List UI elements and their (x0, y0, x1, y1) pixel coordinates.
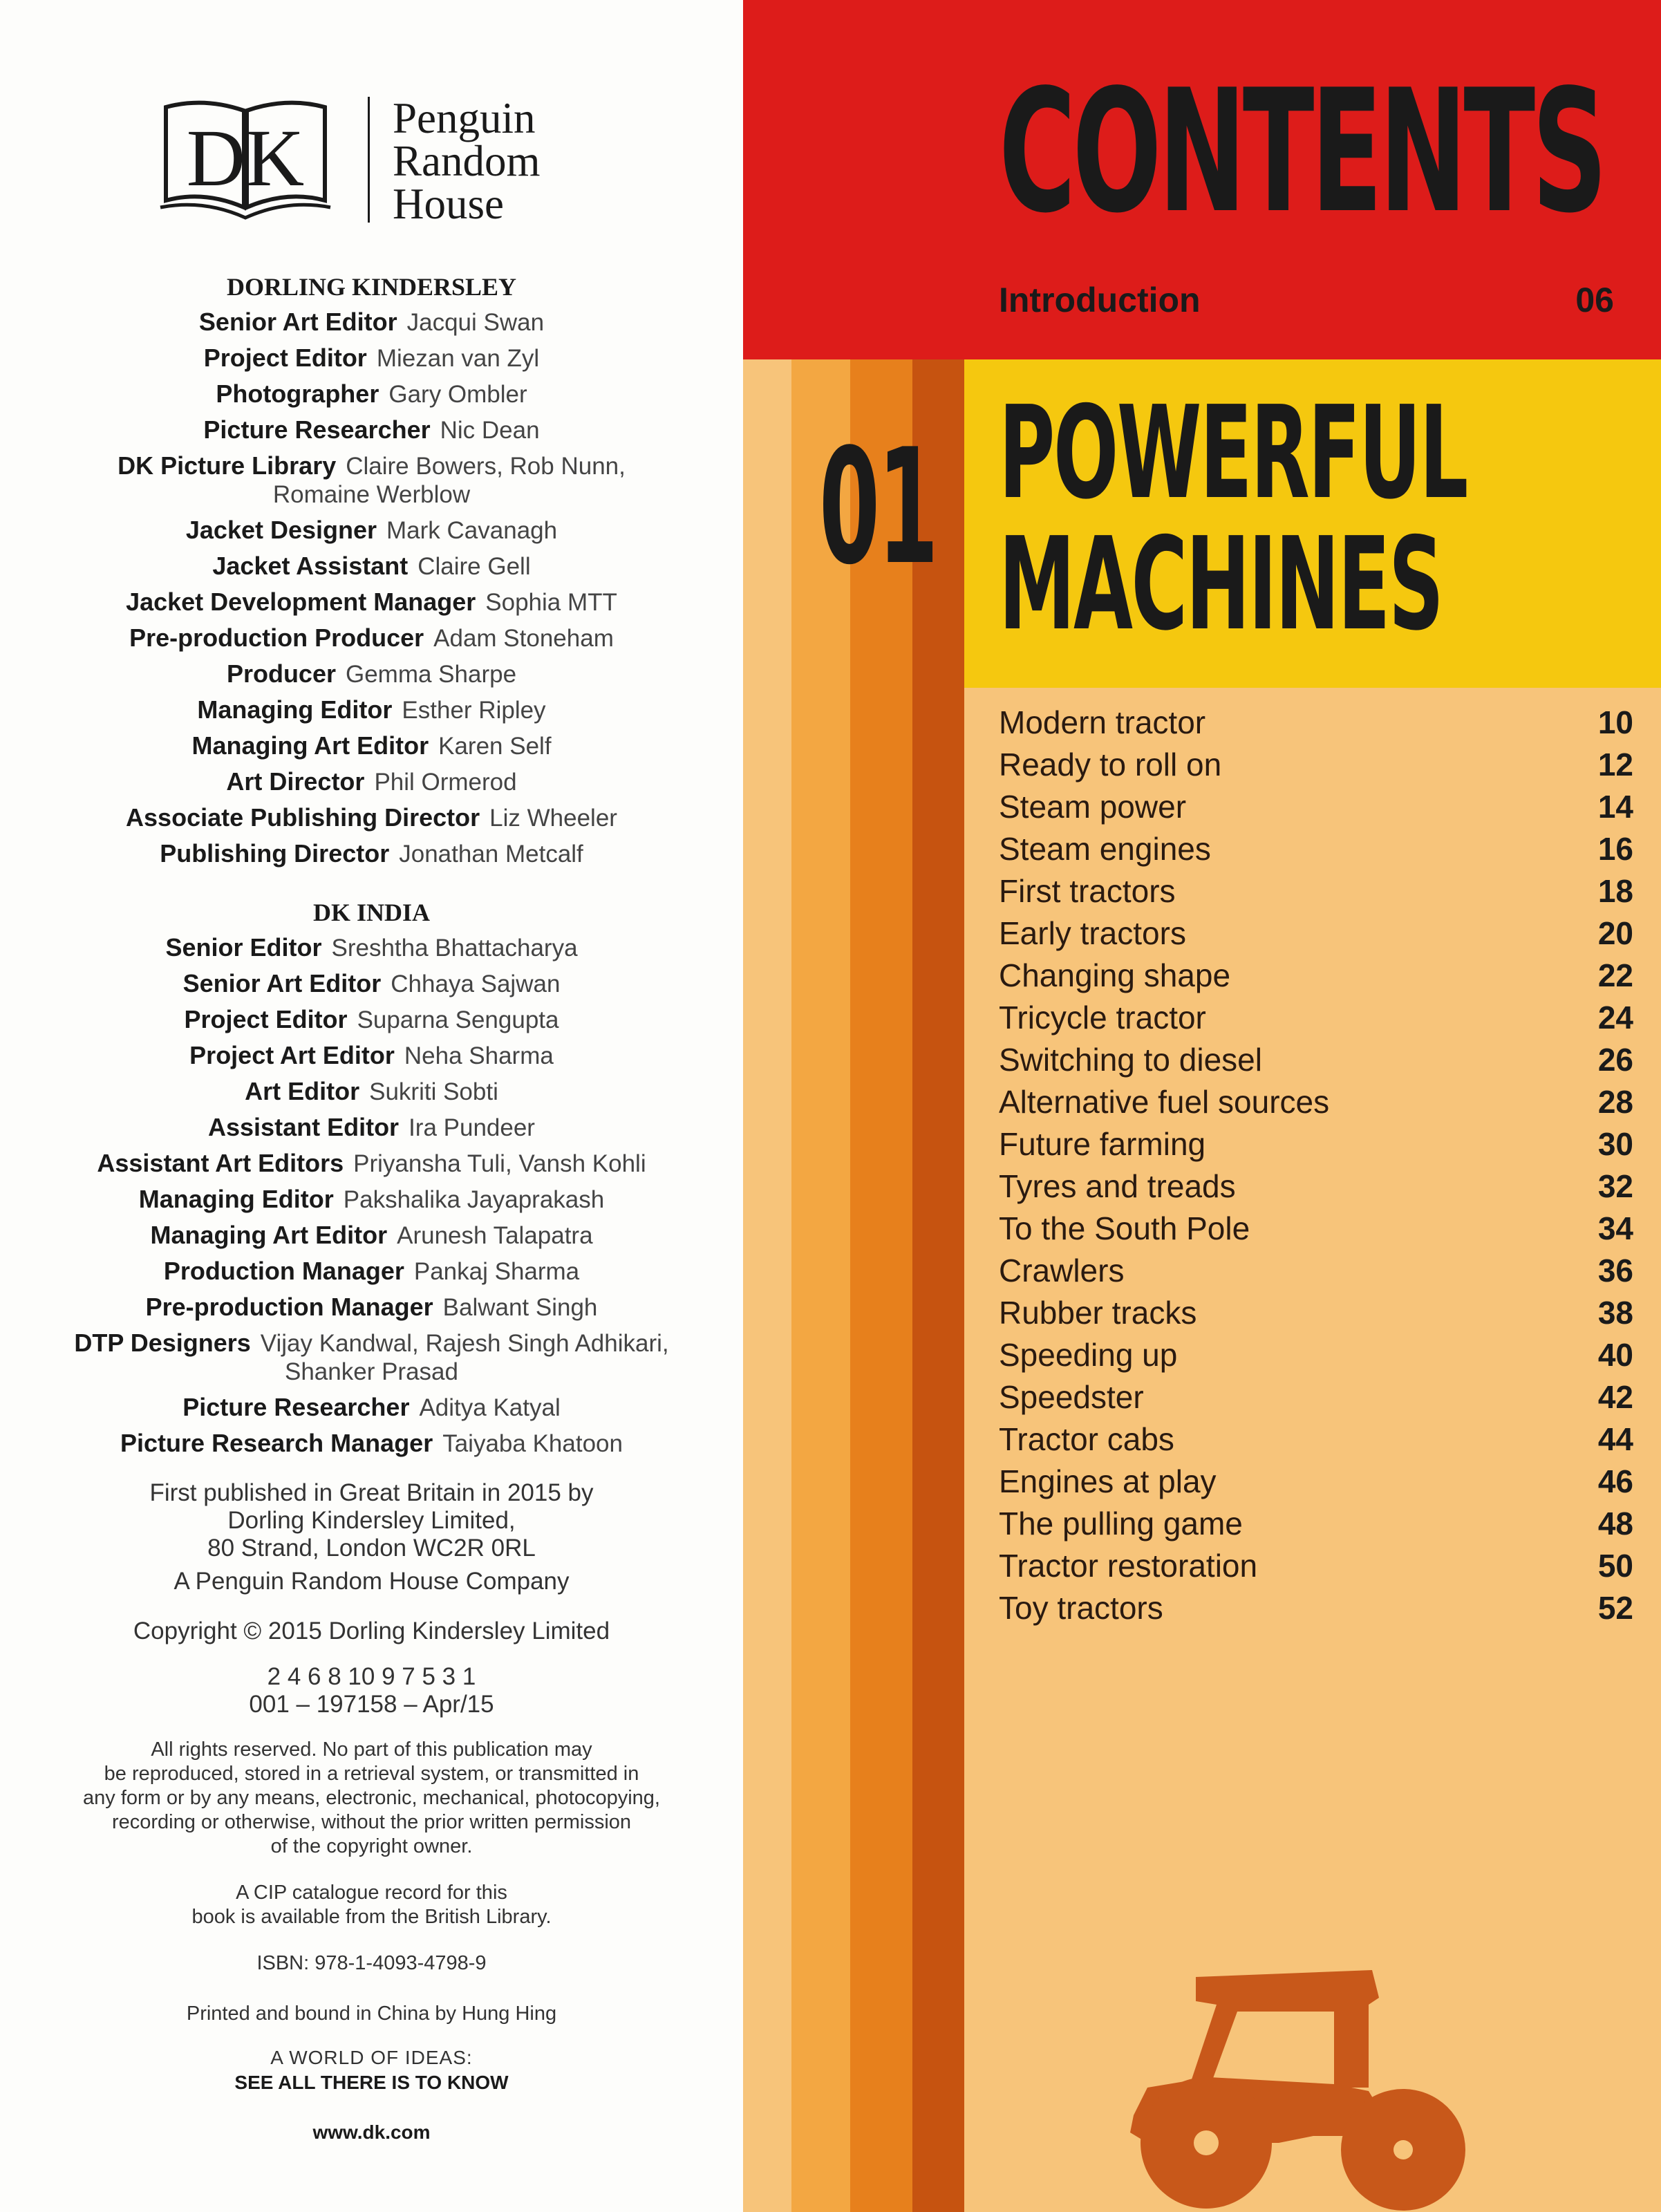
credit-name: Gemma Sharpe (345, 661, 517, 688)
toc-entry-page: 28 (1597, 1084, 1633, 1120)
toc-entry[interactable] (999, 1334, 1633, 1376)
section-title-line: POWERFUL (999, 378, 1467, 527)
credit-name: Balwant Singh (442, 1294, 598, 1321)
toc-entry-page: 38 (1597, 1295, 1633, 1331)
credit-role: Assistant Art Editors (97, 1149, 344, 1177)
toc-entry-page: 30 (1597, 1126, 1633, 1162)
credit-name-continued: Romaine Werblow (272, 481, 471, 508)
toc-entry-title: Toy tractors (999, 1590, 1163, 1626)
credit-row (0, 966, 743, 1002)
credit-role: Pre-production Manager (145, 1293, 433, 1321)
toc-entry[interactable] (999, 1503, 1633, 1545)
dk-india-credits (0, 895, 743, 1461)
credit-role: Managing Editor (138, 1185, 334, 1213)
imprint-page (0, 0, 743, 2212)
toc-entry-title: Speedster (999, 1379, 1144, 1415)
credit-row (0, 656, 743, 692)
credit-role: Picture Researcher (182, 1393, 410, 1421)
credit-row (0, 451, 743, 509)
publisher-line: Penguin (393, 94, 536, 142)
credit-row (0, 1253, 743, 1289)
credit-name: Gary Ombler (388, 381, 527, 408)
credit-role: Production Manager (163, 1257, 404, 1285)
credit-role: Picture Researcher (203, 415, 431, 444)
decorative-stripe (912, 359, 964, 2212)
toc-entry[interactable] (999, 828, 1633, 870)
toc-entry-page: 22 (1597, 957, 1633, 993)
toc-entry[interactable] (999, 786, 1633, 828)
toc-entry[interactable] (999, 744, 1633, 786)
credit-row (0, 692, 743, 728)
section-title (999, 378, 1467, 659)
toc-entry-page: 10 (1597, 704, 1633, 740)
credit-name: Taiyaba Khatoon (442, 1430, 623, 1457)
printed-by: Printed and bound in China by Hung Hing (186, 2003, 557, 2025)
toc-entry-title: Tractor cabs (999, 1421, 1174, 1457)
toc-entry-page: 26 (1597, 1042, 1633, 1078)
credit-row (0, 1109, 743, 1145)
credit-name: Jacqui Swan (406, 309, 545, 336)
credit-name: Miezan van Zyl (376, 345, 540, 372)
toc-entry-page: 12 (1597, 747, 1633, 782)
toc-entry-title: Ready to roll on (999, 747, 1222, 782)
website-link[interactable]: www.dk.com (312, 2121, 431, 2143)
company-line: A Penguin Random House Company (173, 1568, 570, 1595)
toc-entry-title: Modern tractor (999, 704, 1206, 740)
credit-name: Vijay Kandwal, Rajesh Singh Adhikari, (260, 1330, 669, 1357)
toc-entry[interactable] (999, 955, 1633, 997)
credit-row (0, 584, 743, 620)
publication-info (0, 1479, 743, 2144)
toc-entry[interactable] (999, 702, 1633, 744)
credit-role: Picture Research Manager (120, 1429, 433, 1457)
credit-role: Jacket Development Manager (126, 588, 476, 616)
credit-role: Senior Art Editor (198, 308, 397, 336)
toc-entry-title: Tricycle tractor (999, 1000, 1206, 1035)
credit-row (0, 512, 743, 548)
credit-row (0, 930, 743, 966)
toc-entry[interactable] (999, 1587, 1633, 1629)
credit-name: Pakshalika Jayaprakash (343, 1186, 605, 1213)
rights-statement: All rights reserved. No part of this publication may be reproduced, stored in a retrieval system, or transmitted in any form or by any means, electronic, mechanical, photocopying, recording or otherwise, without the prior written permission of the copyright owner. (83, 1738, 660, 1857)
credit-row (0, 1145, 743, 1181)
toc-entry[interactable] (999, 1208, 1633, 1250)
tractor-silhouette-icon (1106, 1929, 1479, 2212)
credit-row (0, 800, 743, 836)
credit-role: Senior Editor (165, 933, 322, 962)
credit-row (0, 728, 743, 764)
toc-intro-label[interactable]: Introduction (999, 281, 1201, 319)
toc-entry-page: 44 (1597, 1421, 1633, 1457)
credits-heading: DORLING KINDERSLEY (226, 273, 517, 301)
dk-uk-credits (0, 270, 743, 872)
credit-row (0, 412, 743, 448)
toc-entry[interactable] (999, 1461, 1633, 1503)
toc-entry-page: 16 (1597, 831, 1633, 867)
tagline-2: SEE ALL THERE IS TO KNOW (234, 2072, 509, 2093)
toc-entry-page: 18 (1597, 873, 1633, 909)
toc-entry-page: 52 (1597, 1590, 1633, 1626)
credit-name-continued: Shanker Prasad (285, 1358, 458, 1385)
toc-entry[interactable] (999, 1545, 1633, 1587)
credit-row (0, 1181, 743, 1217)
toc-entry[interactable] (999, 912, 1633, 955)
toc-entry[interactable] (999, 997, 1633, 1039)
contents-title: CONTENTS (999, 53, 1604, 250)
credit-role: Assistant Editor (208, 1113, 400, 1141)
toc-entry-title: Engines at play (999, 1463, 1217, 1499)
credit-role: Photographer (216, 379, 379, 408)
copyright-line: Copyright © 2015 Dorling Kindersley Limited (133, 1618, 610, 1644)
tagline-1: A WORLD OF IDEAS: (270, 2047, 473, 2068)
credit-row (0, 620, 743, 656)
credit-name: Phil Ormerod (374, 769, 517, 796)
toc-entry-title: Tyres and treads (999, 1168, 1236, 1204)
credit-row (0, 304, 743, 340)
credit-role: Producer (226, 659, 336, 688)
section-number: 01 (819, 415, 937, 600)
credit-row (0, 340, 743, 376)
toc-entry-title: Future farming (999, 1126, 1206, 1162)
credit-name: Pankaj Sharma (413, 1258, 580, 1285)
credits-heading: DK INDIA (312, 899, 430, 926)
credit-role: Art Editor (245, 1077, 360, 1105)
credit-row (0, 1074, 743, 1109)
credit-name: Liz Wheeler (489, 805, 617, 832)
contents-page (743, 0, 1661, 2212)
toc-entry[interactable] (999, 1376, 1633, 1418)
first-published: First published in Great Britain in 2015 by Dorling Kindersley Limited, 80 Strand, London WC2R 0RL (149, 1479, 594, 1562)
toc-entry[interactable] (999, 1123, 1633, 1165)
print-codes: 2 4 6 8 10 9 7 5 3 1 001 – 197158 – Apr/15 (249, 1663, 494, 1718)
credit-row (0, 764, 743, 800)
toc-entry[interactable] (999, 870, 1633, 912)
toc-entry-page: 34 (1597, 1210, 1633, 1246)
credit-role: Art Director (226, 767, 365, 796)
penguin-random-house-wordmark (393, 94, 541, 228)
credit-name: Arunesh Talapatra (397, 1222, 593, 1249)
toc-entry-page: 24 (1597, 1000, 1633, 1035)
toc-entry-page: 20 (1597, 915, 1633, 951)
toc-entry-page: 46 (1597, 1463, 1633, 1499)
credit-role: Project Editor (203, 344, 367, 372)
toc-entry-page: 48 (1597, 1506, 1633, 1541)
toc-entry[interactable] (999, 1292, 1633, 1334)
credit-role: Senior Art Editor (182, 969, 382, 997)
credit-name: Mark Cavanagh (386, 517, 558, 544)
toc-entry-page: 50 (1597, 1548, 1633, 1584)
credit-role: Jacket Assistant (212, 552, 409, 580)
credit-role: Publishing Director (160, 839, 390, 868)
credit-row (0, 1329, 743, 1386)
publisher-line: Random (393, 137, 541, 185)
toc-entry-title: To the South Pole (999, 1210, 1250, 1246)
credit-name: Esther Ripley (402, 697, 546, 724)
credit-role: DTP Designers (74, 1329, 251, 1357)
credit-name: Suparna Sengupta (357, 1006, 559, 1033)
credit-role: DK Picture Library (118, 451, 337, 480)
cip-statement: A CIP catalogue record for this book is available from the British Library. (191, 1882, 552, 1928)
toc-entry-title: Steam power (999, 789, 1187, 825)
toc-entry-page: 36 (1597, 1253, 1633, 1288)
credit-name: Sophia MTT (485, 589, 617, 616)
toc-entry-page: 32 (1597, 1168, 1633, 1204)
publisher-line: House (393, 180, 504, 228)
toc-entry-title: The pulling game (999, 1506, 1243, 1541)
toc-entry-title: Crawlers (999, 1253, 1125, 1288)
credit-name: Karen Self (438, 733, 552, 760)
toc-entry-page: 14 (1597, 789, 1633, 825)
toc-entry-title: Alternative fuel sources (999, 1084, 1330, 1120)
toc-entry-page: 42 (1597, 1379, 1633, 1415)
credit-row (0, 1002, 743, 1038)
credit-role: Managing Art Editor (191, 731, 429, 760)
logo-divider (368, 97, 370, 223)
credit-role: Project Art Editor (189, 1041, 395, 1069)
credit-name: Jonathan Metcalf (399, 841, 583, 868)
publisher-logo (159, 94, 588, 228)
credit-role: Pre-production Producer (129, 624, 424, 652)
credit-name: Claire Gell (417, 553, 531, 580)
toc-entry-page: 40 (1597, 1337, 1633, 1373)
credit-name: Nic Dean (440, 417, 540, 444)
toc-intro-page: 06 (1575, 281, 1614, 319)
toc-entry[interactable] (999, 1418, 1633, 1461)
toc-entry[interactable] (999, 1081, 1633, 1123)
credit-row (0, 548, 743, 584)
credit-row (0, 376, 743, 412)
credit-name: Adam Stoneham (433, 625, 614, 652)
credit-name: Priyansha Tuli, Vansh Kohli (353, 1150, 646, 1177)
toc-entry-title: Speeding up (999, 1337, 1178, 1373)
toc-entry-title: Changing shape (999, 957, 1231, 993)
dk-book-logo-icon (159, 97, 332, 225)
credit-role: Managing Art Editor (150, 1221, 388, 1249)
credit-name: Sreshtha Bhattacharya (331, 935, 578, 962)
toc-entry[interactable] (999, 1165, 1633, 1208)
credit-role: Jacket Designer (185, 516, 377, 544)
credit-name: Ira Pundeer (409, 1114, 535, 1141)
isbn: ISBN: 978-1-4093-4798-9 (256, 1952, 487, 1974)
credit-row (0, 1038, 743, 1074)
dk-logo-text: DK (186, 113, 305, 203)
credit-name: Claire Bowers, Rob Nunn, (346, 453, 626, 480)
toc-entry-title: Rubber tracks (999, 1295, 1197, 1331)
toc-list (999, 702, 1633, 1629)
toc-entry[interactable] (999, 1039, 1633, 1081)
toc-entry-title: First tractors (999, 873, 1176, 909)
credit-role: Managing Editor (197, 695, 393, 724)
credit-role: Project Editor (184, 1005, 348, 1033)
credit-row (0, 1389, 743, 1425)
credit-name: Chhaya Sajwan (391, 971, 561, 997)
section-title-line: MACHINES (999, 509, 1443, 659)
credit-row (0, 1425, 743, 1461)
toc-entry-title: Switching to diesel (999, 1042, 1262, 1078)
toc-entry[interactable] (999, 1250, 1633, 1292)
decorative-stripe (791, 359, 850, 2212)
credit-name: Aditya Katyal (419, 1394, 561, 1421)
credit-row (0, 1289, 743, 1325)
toc-entry-title: Tractor restoration (999, 1548, 1258, 1584)
credit-row (0, 1217, 743, 1253)
credit-row (0, 836, 743, 872)
credit-name: Neha Sharma (404, 1042, 554, 1069)
credit-name: Sukriti Sobti (369, 1078, 498, 1105)
toc-entry-title: Early tractors (999, 915, 1186, 951)
toc-entry-title: Steam engines (999, 831, 1211, 867)
credit-role: Associate Publishing Director (126, 803, 480, 832)
